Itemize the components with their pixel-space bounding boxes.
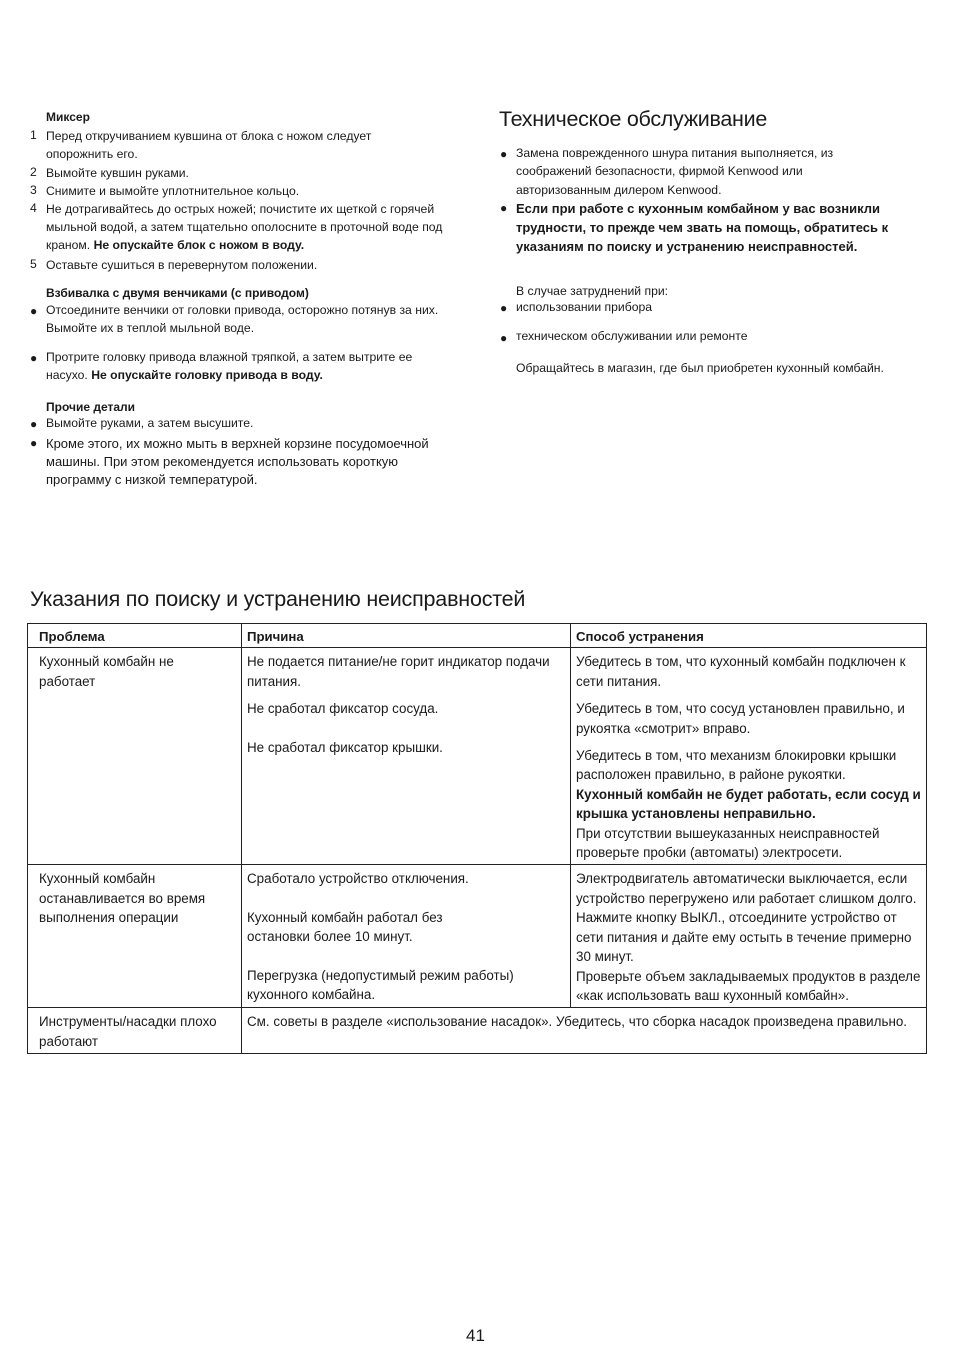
- spacer: [247, 889, 565, 908]
- table-header-row: [28, 624, 927, 648]
- mixer-step-3: Снимите и вымойте уплотнительное кольцо.: [46, 184, 300, 198]
- table-row: [28, 1008, 927, 1054]
- cause-text: См. советы в разделе «использование насадок». Убедитесь, что сборка насадок произведена правильно.: [247, 1014, 908, 1030]
- spacer: [247, 719, 565, 738]
- spacer: [576, 738, 921, 746]
- bullet-icon: ●: [500, 301, 508, 315]
- maintenance-bullet-3: использовании прибора: [516, 300, 653, 314]
- cause-text: Сработало устройство отключения.: [247, 871, 469, 887]
- problem-cell: [28, 865, 242, 1008]
- problem-text: Кухонный комбайн останавливается во время выполнения операции: [39, 871, 206, 926]
- step-number: 5: [30, 257, 37, 271]
- maintenance-outro: Обращайтесь в магазин, где был приобретен кухонный комбайн.: [516, 361, 884, 375]
- table-row: [28, 648, 927, 865]
- table-row: [28, 865, 927, 1008]
- mixer-step-5: Оставьте сушиться в перевернутом положении.: [46, 258, 318, 272]
- cause-text: Перегрузка (недопустимый режим работы) кухонного комбайна.: [247, 967, 514, 1003]
- page-number: 41: [466, 1326, 485, 1345]
- problem-text: Инструменты/насадки плохо работают: [39, 1014, 217, 1049]
- bullet-icon: ●: [500, 147, 508, 161]
- mixer-step-4: [46, 200, 456, 255]
- cause-cell: [242, 1008, 927, 1054]
- bullet-icon: ●: [30, 436, 38, 450]
- step-number: 2: [30, 165, 37, 179]
- solution-text: Электродвигатель автоматически выключается, если устройство перегружено или работает слишком долго. Нажмите кнопку ВЫКЛ., отсоедините устройство от сети питания и дайте ему остыть в течение примерно 30 минут.: [576, 871, 917, 965]
- bullet-icon: ●: [500, 201, 508, 215]
- cause-cell: [242, 648, 571, 865]
- cause-text: Не подается питание/не горит индикатор подачи питания.: [247, 654, 550, 689]
- solution-text: Убедитесь в том, что сосуд установлен правильно, и рукоятка «смотрит» вправо.: [576, 701, 905, 736]
- bullet-icon: ●: [30, 417, 38, 431]
- mixer-step-4-text: Не дотрагивайтесь до острых ножей; почистите их щеткой с горячей мыльной водой, а затем тщательно ополосните в проточной воде под краном.: [46, 202, 443, 253]
- solution-text: Проверьте объем закладываемых продуктов в разделе «как использовать ваш кухонный комбайн».: [576, 968, 921, 1003]
- bullet-icon: ●: [30, 351, 38, 365]
- solution-text: При отсутствии вышеуказанных неисправностей проверьте пробки (автоматы) электросети.: [576, 825, 880, 861]
- spacer: [247, 947, 565, 966]
- solution-text: Убедитесь в том, что кухонный комбайн подключен к сети питания.: [576, 654, 906, 689]
- maintenance-title: Техническое обслуживание: [499, 107, 767, 131]
- mixer-step-2: Вымойте кувшин руками.: [46, 166, 189, 180]
- cause-text: Не сработал фиксатор крышки.: [247, 739, 443, 755]
- mixer-heading: Миксер: [46, 110, 90, 124]
- whisk-item-2-warning: Не опускайте головку привода в воду.: [91, 368, 323, 383]
- header-solution: Способ устранения: [571, 624, 927, 648]
- maintenance-bullet-2: Если при работе с кухонным комбайном у вас возникли трудности, то прежде чем звать на помощь, обратитесь к указаниям по поиску и устранению неисправностей.: [516, 201, 889, 254]
- bullet-icon: ●: [500, 331, 508, 345]
- cause-text: Не сработал фиксатор сосуда.: [247, 701, 439, 717]
- header-problem: Проблема: [28, 624, 242, 648]
- cause-cell: [242, 865, 571, 1008]
- whisk-item-2: [46, 348, 451, 384]
- whisk-heading: Взбивалка с двумя венчиками (с приводом): [46, 286, 309, 300]
- problem-text: Кухонный комбайн не работает: [39, 654, 174, 689]
- other-heading: Прочие детали: [46, 400, 136, 414]
- bullet-icon: ●: [30, 304, 38, 318]
- mixer-step-4-warning: Не опускайте блок с ножом в воду.: [93, 238, 305, 253]
- troubleshooting-title: Указания по поиску и устранению неисправностей: [30, 587, 526, 611]
- maintenance-bullet-4: техническом обслуживании или ремонте: [516, 329, 748, 343]
- spacer: [247, 691, 565, 699]
- whisk-item-1: Отсоедините венчики от головки привода, осторожно потянув за них. Вымойте их в теплой мыльной воде.: [46, 303, 439, 336]
- problem-cell: [28, 648, 242, 865]
- step-number: 3: [30, 183, 37, 197]
- solution-cell: [571, 865, 927, 1008]
- troubleshooting-table: [27, 623, 927, 1054]
- other-item-1: Вымойте руками, а затем высушите.: [46, 416, 254, 430]
- problem-cell: [28, 1008, 242, 1054]
- solution-cell: [571, 648, 927, 865]
- step-number: 4: [30, 201, 37, 215]
- solution-warning: Кухонный комбайн не будет работать, если сосуд и крышка установлены неправильно.: [576, 786, 921, 822]
- mixer-step-1: Перед откручиванием кувшина от блока с ножом следует опорожнить его.: [46, 129, 372, 162]
- cause-text: Кухонный комбайн работал без остановки более 10 минут.: [247, 909, 443, 945]
- spacer: [576, 691, 921, 699]
- solution-text: Убедитесь в том, что механизм блокировки крышки расположен правильно, в районе рукоятки.: [576, 748, 897, 783]
- maintenance-intro: В случае затруднений при:: [516, 284, 669, 298]
- header-cause: Причина: [242, 624, 571, 648]
- maintenance-bullet-1: Замена поврежденного шнура питания выполняется, из соображений безопасности, фирмой Kenwood или авторизованным дилером Kenwood.: [516, 146, 834, 197]
- whisk-item-2-text: Протрите головку привода влажной тряпкой, а затем вытрите ее насухо.: [46, 350, 413, 383]
- step-number: 1: [30, 128, 37, 142]
- other-item-2: Кроме этого, их можно мыть в верхней корзине посудомоечной машины. При этом рекомендуется использовать короткую программу с низкой температурой.: [46, 436, 429, 488]
